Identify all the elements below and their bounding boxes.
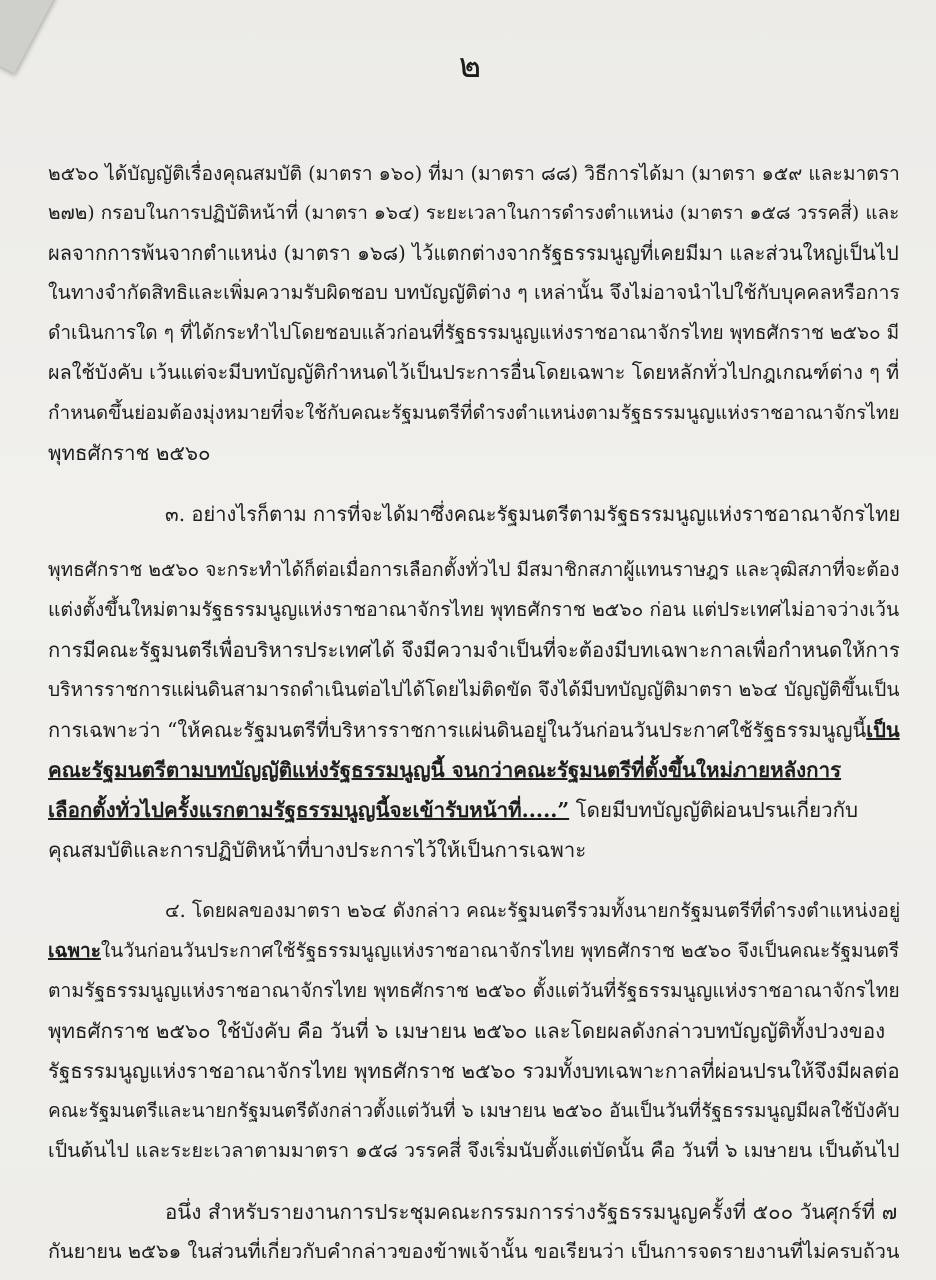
paragraph-5-line-1: อนึ่ง สำหรับรายงานการประชุมคณะกรรมการร่างรัฐธรรมนูญครั้งที่ ๕๐๐ วันศุกร์ที่ ๗: [165, 1200, 898, 1224]
paragraph-4-line-4: พุทธศักราช ๒๕๖๐ ใช้บังคับ คือ วันที่ ๖ เมษายน ๒๕๖๐ และโดยผลดังกล่าวบทบัญญัติทั้งปวงของ: [48, 1019, 886, 1043]
paragraph-1-line-7: กำหนดขึ้นย่อมต้องมุ่งหมายที่จะใช้กับคณะรัฐมนตรีที่ดำรงตำแหน่งตามรัฐธรรมนูญแห่งราชอาณาจักรไทย: [48, 402, 900, 424]
paragraph-1-line-5: ดำเนินการใด ๆ ที่ได้กระทำไปโดยชอบแล้วก่อนที่รัฐธรรมนูญแห่งราชอาณาจักรไทย พุทธศักราช ๒๕๖๐ มี: [48, 322, 900, 344]
paragraph-3-line-3: แต่งตั้งขึ้นใหม่ตามรัฐธรรมนูญแห่งราชอาณาจักรไทย พุทธศักราช ๒๕๖๐ ก่อน แต่ประเทศไม่อาจว่างเว้น: [48, 598, 900, 621]
quote-opening: การเฉพาะว่า “ให้คณะรัฐมนตรีที่บริหารราชการแผ่นดินอยู่ในวันก่อนวันประกาศใช้รัฐธรรมนูญนี้: [48, 718, 867, 742]
paragraph-4-line-7: เป็นต้นไป และระยะเวลาตามมาตรา ๑๕๘ วรรคสี่ จึงเริ่มนับตั้งแต่บัดนั้น คือ วันที่ ๖ เมษายน เป็นต้นไป: [48, 1139, 900, 1162]
paragraph-3-line-7-underlined: คณะรัฐมนตรีตามบทบัญญัติแห่งรัฐธรรมนูญนี้ จนกว่าคณะรัฐมนตรีที่ตั้งขึ้นใหม่ภายหลังการ: [48, 758, 842, 782]
paragraph-1-line-3: ผลจากการพ้นจากตำแหน่ง (มาตรา ๑๖๘) ไว้แตกต่างจากรัฐธรรมนูญที่เคยมีมา และส่วนใหญ่เป็นไป: [48, 241, 899, 265]
paragraph-4-line-2: [48, 937, 899, 965]
paragraph-4-line-2-rest: ในวันก่อนวันประกาศใช้รัฐธรรมนูญแห่งราชอาณาจักรไทย พุทธศักราช ๒๕๖๐ จึงเป็นคณะรัฐมนตรี: [100, 940, 900, 962]
paragraph-3-line-4: การมีคณะรัฐมนตรีเพื่อบริหารประเทศได้ จึงมีความจำเป็นที่จะต้องมีบทเฉพาะกาลเพื่อกำหนดให้การ: [48, 638, 900, 662]
paragraph-1-line-4: ในทางจำกัดสิทธิและเพิ่มความรับผิดชอบ บทบัญญัติต่าง ๆ เหล่านั้น จึงไม่อาจนำไปใช้กับบุคคลหรือการ: [48, 281, 900, 304]
paragraph-1-line-1: ๒๕๖๐ ได้บัญญัติเรื่องคุณสมบัติ (มาตรา ๑๖๐) ที่มา (มาตรา ๘๘) วิธีการได้มา (มาตรา ๑๕๙ และมาตรา: [48, 162, 900, 185]
folded-corner: [0, 0, 56, 74]
page-number: ๒: [458, 46, 482, 86]
underlined-word: เฉพาะ: [48, 940, 101, 962]
paragraph-5-line-2: กันยายน ๒๕๖๑ ในส่วนที่เกี่ยวกับคำกล่าวของข้าพเจ้านั้น ขอเรียนว่า เป็นการจดรายงานที่ไม่ครบถ้วน: [48, 1240, 900, 1263]
paragraph-4-line-6: คณะรัฐมนตรีและนายกรัฐมนตรีดังกล่าวตั้งแต่วันที่ ๖ เมษายน ๒๕๖๐ อันเป็นวันที่รัฐธรรมนูญมีผลใช้บังคับ: [48, 1100, 900, 1122]
paragraph-3-line-2: พุทธศักราช ๒๕๖๐ จะกระทำได้ก็ต่อเมื่อการเลือกตั้งทั่วไป มีสมาชิกสภาผู้แทนราษฎร และวุฒิสภาที่จะต้อง: [48, 558, 900, 581]
paragraph-3-line-5: บริหารราชการแผ่นดินสามารถดำเนินต่อไปได้โดยไม่ติดขัด จึงได้มีบทบัญญัติมาตรา ๒๖๔ บัญญัติขึ้นเป็น: [48, 678, 900, 701]
paragraph-1-line-8: พุทธศักราช ๒๕๖๐: [48, 441, 211, 465]
paragraph-4-line-3: ตามรัฐธรรมนูญแห่งราชอาณาจักรไทย พุทธศักราช ๒๕๖๐ ตั้งแต่วันที่รัฐธรรมนูญแห่งราชอาณาจักรไทย: [48, 979, 900, 1002]
paragraph-3-line-6: [48, 716, 900, 744]
paragraph-4-line-5: รัฐธรรมนูญแห่งราชอาณาจักรไทย พุทธศักราช ๒๕๖๐ รวมทั้งบทเฉพาะกาลที่ผ่อนปรนให้จึงมีผลต่อ: [48, 1059, 900, 1083]
underlined-text: เป็น: [866, 718, 900, 742]
paragraph-1-line-2: ๒๗๒) กรอบในการปฏิบัติหน้าที่ (มาตรา ๑๖๔) ระยะเวลาในการดำรงตำแหน่ง (มาตรา ๑๕๘ วรรคสี่) และ: [48, 202, 900, 224]
quote-trailing-text: โดยมีบทบัญญัติผ่อนปรนเกี่ยวกับ: [569, 798, 859, 822]
paragraph-3-line-9: คุณสมบัติและการปฏิบัติหน้าที่บางประการไว้ให้เป็นการเฉพาะ: [48, 838, 587, 862]
paragraph-3-line-1: ๓. อย่างไรก็ตาม การที่จะได้มาซึ่งคณะรัฐมนตรีตามรัฐธรรมนูญแห่งราชอาณาจักรไทย: [165, 502, 901, 526]
underlined-quote-end: เลือกตั้งทั่วไปครั้งแรกตามรัฐธรรมนูญนี้จะเข้ารับหน้าที่.....”: [48, 798, 570, 822]
paragraph-1-line-6: ผลใช้บังคับ เว้นแต่จะมีบทบัญญัติกำหนดไว้เป็นประการอื่นโดยเฉพาะ โดยหลักทั่วไปกฎเกณฑ์ต่าง ๆ ที่: [48, 361, 900, 384]
paragraph-3-line-8: [48, 796, 858, 824]
paragraph-4-line-1: ๔. โดยผลของมาตรา ๒๖๔ ดังกล่าว คณะรัฐมนตรีรวมทั้งนายกรัฐมนตรีที่ดำรงตำแหน่งอยู่: [165, 899, 901, 922]
